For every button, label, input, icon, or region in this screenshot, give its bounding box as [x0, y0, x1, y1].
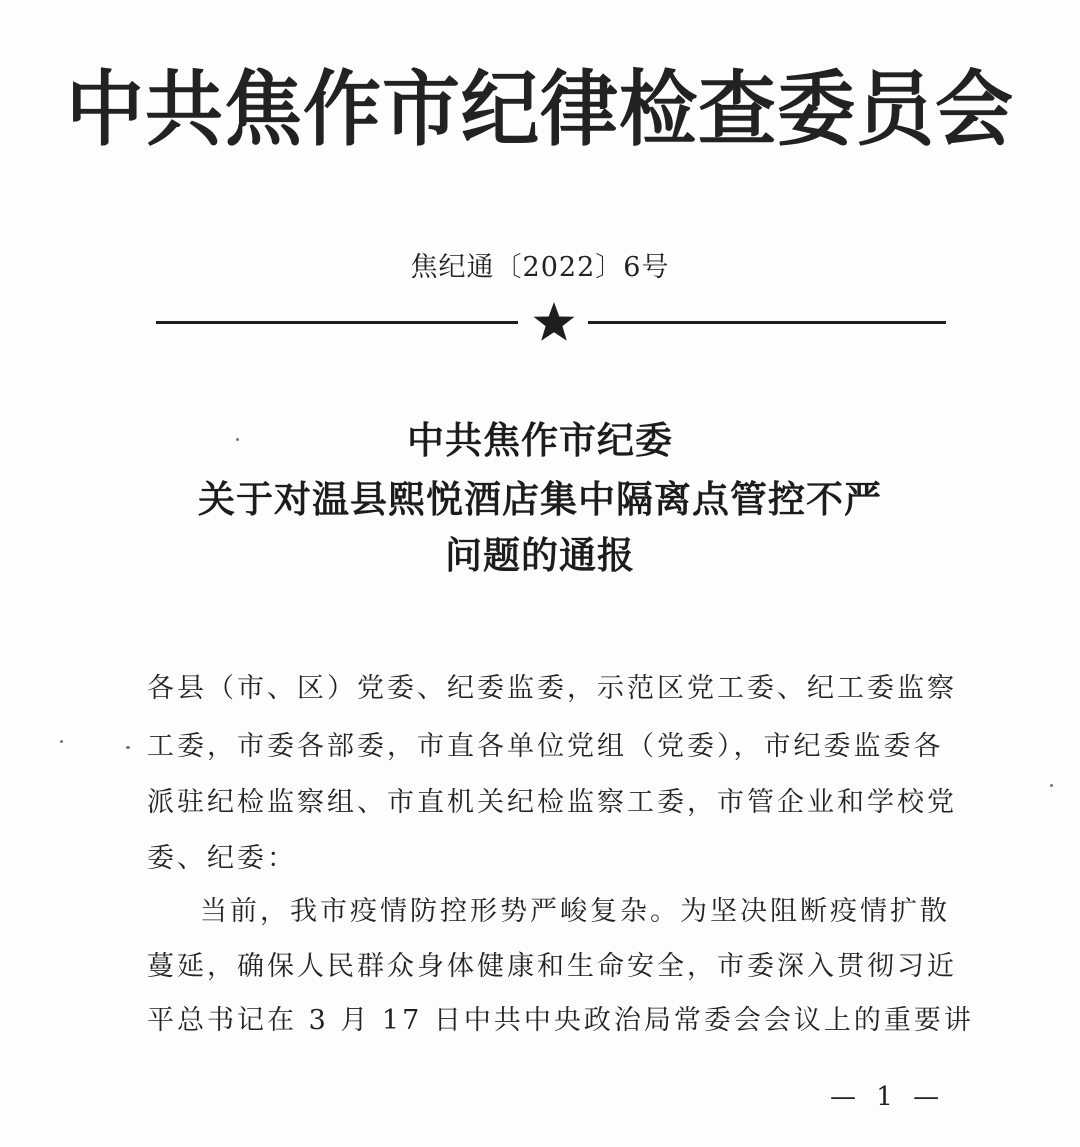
- star-icon: [532, 300, 576, 344]
- title-line-2: 关于对温县熙悦酒店集中隔离点管控不严: [198, 478, 882, 521]
- organization-masthead: 中共焦作市纪律检查委员会: [65, 62, 1014, 158]
- scan-speck: [1050, 784, 1053, 787]
- document-number: 焦纪通〔2022〕6号: [410, 252, 670, 283]
- body-line: 各县（市、区）党委、纪委监委，示范区党工委、纪工委监察: [147, 673, 957, 704]
- body-line: 派驻纪检监察组、市直机关纪检监察工委，市管企业和学校党: [147, 787, 957, 818]
- title-line-3: 问题的通报: [445, 534, 635, 577]
- title-line-1: 中共焦作市纪委: [407, 419, 673, 462]
- body-line: 委、纪委：: [147, 843, 297, 874]
- body-line: 平总书记在 3 月 17 日中共中央政治局常委会会议上的重要讲: [147, 1005, 974, 1036]
- scan-speck: [60, 740, 63, 743]
- header-divider: [156, 300, 946, 346]
- body-line: 工委，市委各部委，市直各单位党组（党委），市纪委监委各: [147, 731, 944, 762]
- body-line: 当前，我市疫情防控形势严峻复杂。为坚决阻断疫情扩散: [200, 896, 950, 927]
- divider-line-left: [156, 321, 518, 324]
- divider-line-right: [588, 321, 946, 324]
- page-number: — 1 —: [830, 1082, 946, 1112]
- scan-speck: [236, 438, 239, 441]
- scan-speck: [126, 746, 130, 749]
- body-line: 蔓延，确保人民群众身体健康和生命安全，市委深入贯彻习近: [147, 951, 957, 982]
